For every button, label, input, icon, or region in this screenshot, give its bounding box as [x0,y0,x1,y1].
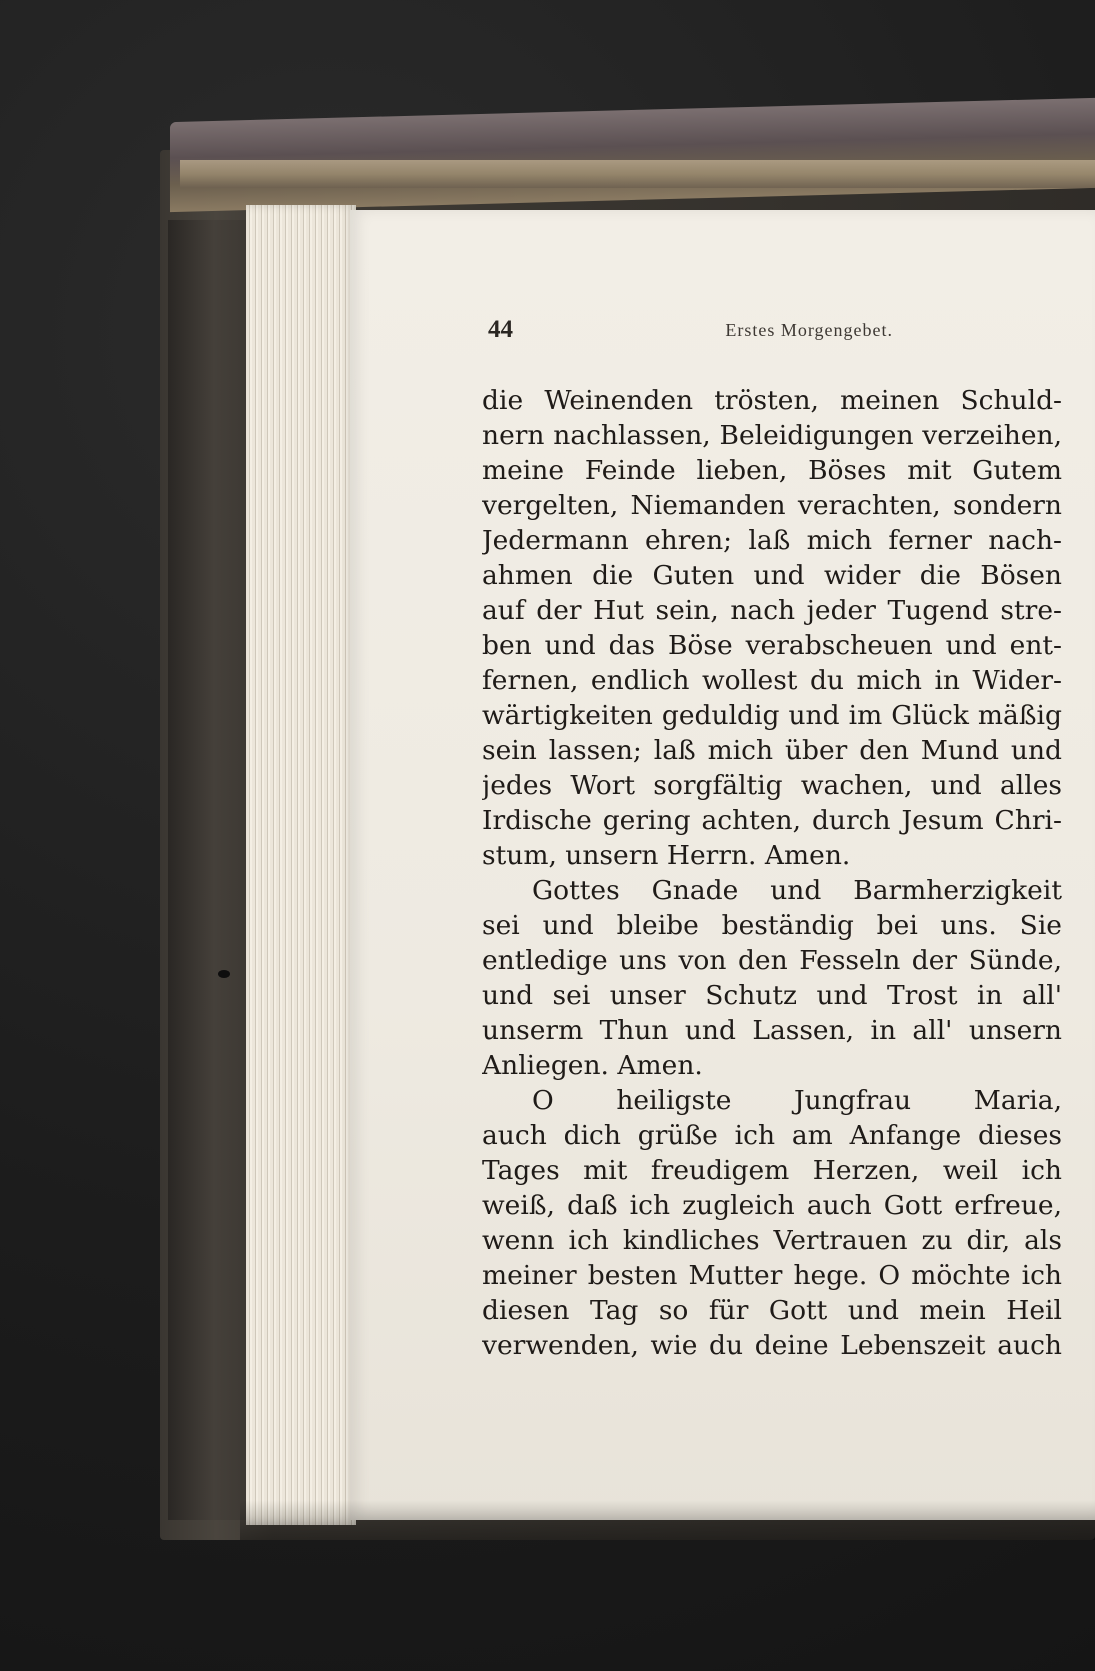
text-line: verwenden, wie du deine Lebenszeit auch [482,1330,1062,1361]
text-line: vergelten, Niemanden verachten, sondern [482,490,1062,521]
book-headband [180,160,1095,188]
spine-mark [218,970,230,978]
text-line: entledige uns von den Fesseln der Sünde, [482,945,1062,976]
text-line: Anliegen. Amen. [482,1050,703,1081]
text-line: Jedermann ehren; laß mich ferner nach- [482,525,1062,556]
text-line: O heiligste Jungfrau Maria, [532,1085,1062,1116]
text-line: wärtigkeiten geduldig und im Glück mäßig [482,700,1062,731]
text-line: stum, unsern Herrn. Amen. [482,840,851,871]
text-line: sein lassen; laß mich über den Mund und [482,735,1062,766]
text-line: ahmen die Guten und wider die Bösen [482,560,1062,591]
text-line: wenn ich kindliches Vertrauen zu dir, als [482,1225,1062,1256]
text-line: die Weinenden trösten, meinen Schuld- [482,385,1062,416]
text-line: meine Feinde lieben, Böses mit Gutem [482,455,1062,486]
text-line: Irdische gering achten, durch Jesum Chri- [482,805,1062,836]
text-line: nern nachlassen, Beleidigungen verzeihen, [482,420,1062,451]
text-line: auch dich grüße ich am Anfange dieses [482,1120,1062,1151]
text-line: weiß, daß ich zugleich auch Gott erfreue, [482,1190,1062,1221]
page-body-text [482,383,1062,1363]
text-line: ben und das Böse verabscheuen und ent- [482,630,1062,661]
page-shadow [240,1500,1095,1540]
text-line: unserm Thun und Lassen, in all' unsern [482,1015,1062,1046]
text-line: diesen Tag so für Gott und mein Heil [482,1295,1062,1326]
text-line: sei und bleibe beständig bei uns. Sie [482,910,1062,941]
text-line: meiner besten Mutter hege. O möchte ich [482,1260,1062,1291]
text-line: auf der Hut sein, nach jeder Tugend stre- [482,595,1062,626]
text-line: und sei unser Schutz und Trost in all' [482,980,1062,1011]
page-header [488,316,893,356]
text-line: Gottes Gnade und Barmherzigkeit [532,875,1062,906]
running-title: Erstes Morgengebet. [725,320,893,340]
page-block-edges [246,205,356,1525]
text-line: Tages mit freudigem Herzen, weil ich [482,1155,1062,1186]
text-line: jedes Wort sorgfältig wachen, und alles [482,770,1062,801]
page-number: 44 [488,316,513,343]
text-line: fernen, endlich wollest du mich in Wider- [482,665,1062,696]
